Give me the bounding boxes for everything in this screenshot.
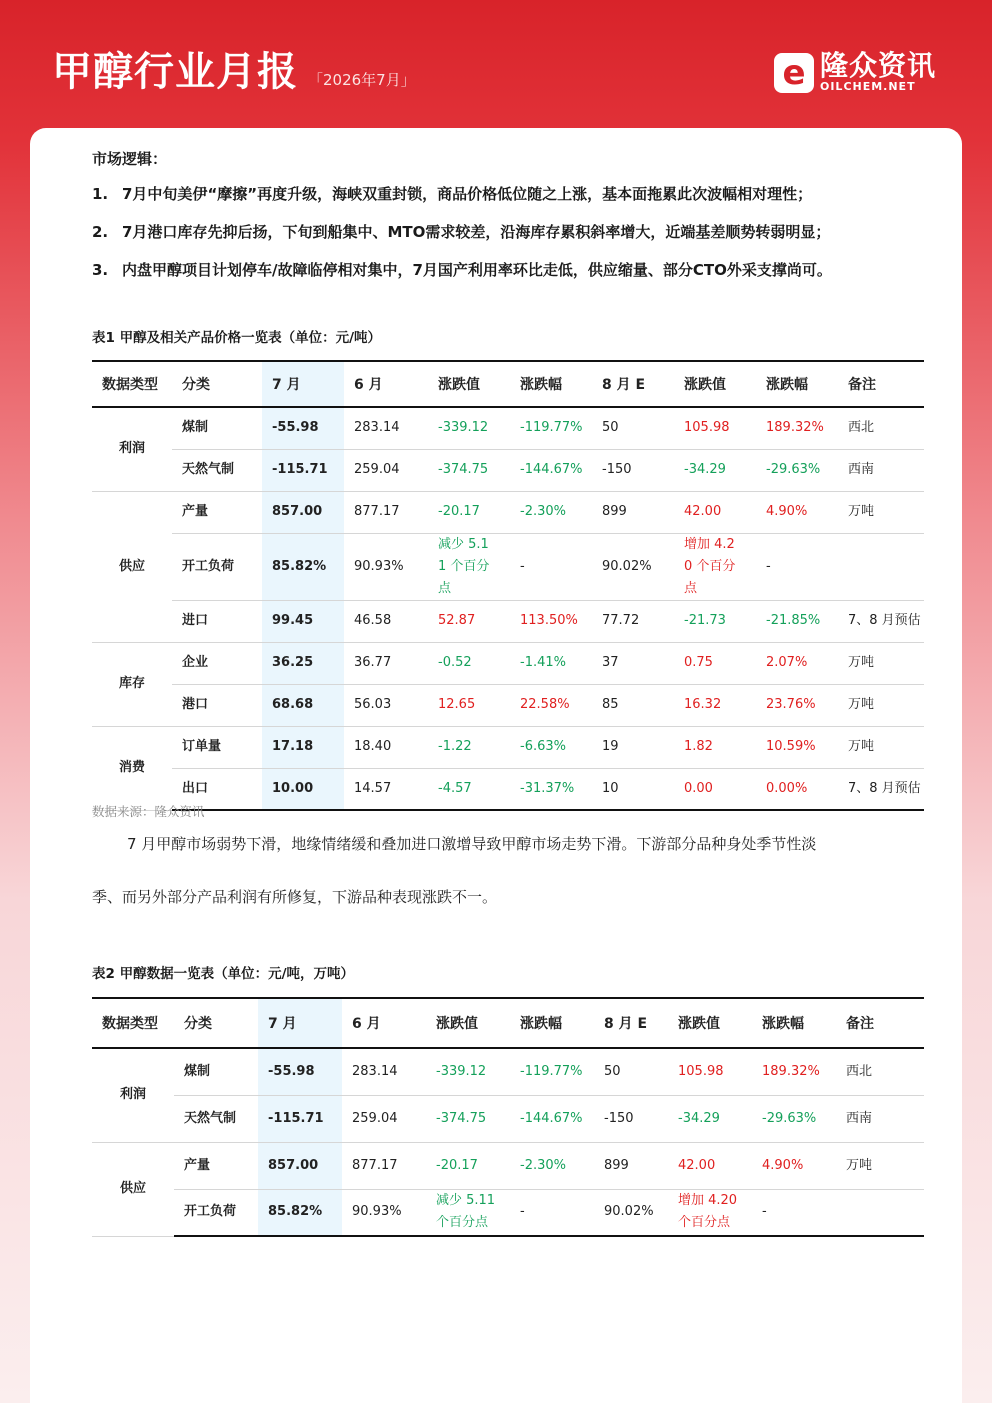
cell-jun: 259.04	[344, 449, 428, 491]
cell-pct2: 23.76%	[756, 684, 838, 726]
cell-pct2: 189.32%	[756, 407, 838, 449]
cell-pct: -	[510, 1189, 594, 1236]
table-row	[92, 1048, 924, 1095]
table2	[92, 997, 924, 1237]
cell-chg: 12.65	[428, 684, 510, 726]
cell-jun: 56.03	[344, 684, 428, 726]
cell-chg2: 105.98	[668, 1048, 752, 1095]
col-header: 8 月 E	[604, 1016, 648, 1032]
cell-aug: 37	[592, 642, 674, 684]
table-row	[92, 684, 924, 726]
cell-cat: 企业	[172, 642, 262, 684]
col-header: 涨跌值	[438, 377, 480, 393]
oilchem-logo	[774, 49, 936, 93]
cell-aug: -150	[594, 1095, 668, 1142]
table-row	[92, 533, 924, 600]
cell-jul: 10.00	[262, 768, 344, 810]
cell-note: 万吨	[838, 491, 924, 533]
group-cell: 库存	[92, 642, 172, 726]
logo-en: OILCHEM.NET	[819, 80, 916, 93]
cell-note: 万吨	[838, 726, 924, 768]
cell-aug: 899	[592, 491, 674, 533]
cell-note: 西北	[838, 407, 924, 449]
cell-aug: 19	[592, 726, 674, 768]
logic-item	[92, 184, 832, 222]
cell-cat: 港口	[172, 684, 262, 726]
table1-header-row	[92, 361, 924, 407]
cell-pct: 113.50%	[510, 600, 592, 642]
table-row	[92, 1095, 924, 1142]
cell-pct2: 0.00%	[756, 768, 838, 810]
cell-chg2: 增加 4.20 个百分点	[668, 1189, 752, 1236]
cell-cat: 煤制	[174, 1048, 258, 1095]
logic-item-text: 7月港口库存先抑后扬，下旬到船集中、MTO需求较差，沿海库存累积斜率增大，近端基差顺势转弱明显；	[122, 223, 831, 241]
cell-pct2: 4.90%	[752, 1142, 836, 1189]
cell-pct2: -29.63%	[756, 449, 838, 491]
logic-item-num: 3.	[92, 261, 109, 279]
cell-chg: -20.17	[426, 1142, 510, 1189]
cell-chg2: 1.82	[674, 726, 756, 768]
cell-cat: 天然气制	[172, 449, 262, 491]
cell-chg: -20.17	[428, 491, 510, 533]
table-row	[92, 768, 924, 810]
table-row	[92, 642, 924, 684]
col-header: 7 月	[262, 361, 344, 407]
cell-aug: 50	[592, 407, 674, 449]
cell-aug: -150	[592, 449, 674, 491]
cell-cat: 订单量	[172, 726, 262, 768]
cell-pct: -119.77%	[510, 407, 592, 449]
logic-item-num: 2.	[92, 223, 109, 241]
table2-caption: 表2 甲醇数据一览表（单位：元/吨，万吨）	[92, 966, 355, 982]
cell-jul: 68.68	[262, 684, 344, 726]
cell-aug: 899	[594, 1142, 668, 1189]
cell-chg: -374.75	[428, 449, 510, 491]
logic-item	[92, 260, 832, 298]
cell-chg: -1.22	[428, 726, 510, 768]
col-header: 备注	[848, 377, 876, 393]
cell-chg2: 增加 4.20 个百分点	[674, 533, 756, 600]
cell-jun: 90.93%	[342, 1189, 426, 1236]
table-row	[92, 407, 924, 449]
cell-jul: 857.00	[258, 1142, 342, 1189]
cell-aug: 50	[594, 1048, 668, 1095]
cell-aug: 77.72	[592, 600, 674, 642]
col-header: 涨跌值	[678, 1016, 720, 1032]
cell-jul: 85.82%	[262, 533, 344, 600]
cell-pct2: -29.63%	[752, 1095, 836, 1142]
col-header: 备注	[846, 1016, 874, 1032]
cell-pct2: 2.07%	[756, 642, 838, 684]
cell-chg2: 42.00	[668, 1142, 752, 1189]
cell-note: 7、8 月预估	[838, 600, 924, 642]
col-header: 数据类型	[102, 1016, 158, 1032]
cell-note: 万吨	[838, 642, 924, 684]
group-cell: 供应	[92, 1142, 174, 1236]
content-card	[30, 128, 962, 1403]
logic-list	[92, 184, 832, 298]
cell-pct: -119.77%	[510, 1048, 594, 1095]
group-cell: 利润	[92, 1048, 174, 1142]
cell-pct: -31.37%	[510, 768, 592, 810]
cell-chg2: -34.29	[674, 449, 756, 491]
cell-note: 西南	[836, 1095, 924, 1142]
cell-pct: -144.67%	[510, 1095, 594, 1142]
cell-aug: 90.02%	[592, 533, 674, 600]
cell-pct: -144.67%	[510, 449, 592, 491]
cell-chg: -4.57	[428, 768, 510, 810]
cell-pct2: 189.32%	[752, 1048, 836, 1095]
cell-jul: 36.25	[262, 642, 344, 684]
cell-cat: 产量	[174, 1142, 258, 1189]
cell-pct2: -21.85%	[756, 600, 838, 642]
cell-chg: 减少 5.11 个百分点	[428, 533, 510, 600]
col-header: 涨跌幅	[766, 377, 808, 393]
summary-line-2: 季、而另外部分产品利润有所修复，下游品种表现涨跌不一。	[92, 888, 498, 906]
cell-jun: 14.57	[344, 768, 428, 810]
cell-chg: -339.12	[428, 407, 510, 449]
cell-chg2: 16.32	[674, 684, 756, 726]
cell-note	[836, 1189, 924, 1236]
data-source: 数据来源：隆众资讯	[92, 804, 205, 819]
cell-cat: 煤制	[172, 407, 262, 449]
logo-text	[819, 49, 936, 93]
table-row	[92, 1142, 924, 1189]
col-header: 6 月	[352, 1016, 381, 1032]
cell-chg2: 42.00	[674, 491, 756, 533]
cell-jul: 17.18	[262, 726, 344, 768]
cell-cat: 出口	[172, 768, 262, 810]
col-header: 涨跌值	[684, 377, 726, 393]
cell-note	[838, 533, 924, 600]
cell-pct: -6.63%	[510, 726, 592, 768]
table1	[92, 360, 924, 811]
table2-header-row	[92, 998, 924, 1048]
col-header: 7 月	[258, 998, 342, 1048]
cell-jun: 877.17	[344, 491, 428, 533]
report-title: 甲醇行业月报	[52, 49, 298, 95]
cell-aug: 85	[592, 684, 674, 726]
cell-jul: 99.45	[262, 600, 344, 642]
table1-caption: 表1 甲醇及相关产品价格一览表（单位：元/吨）	[92, 330, 382, 346]
report-period: 「2026年7月」	[308, 71, 416, 89]
group-cell: 利润	[92, 407, 172, 491]
col-header: 分类	[182, 377, 210, 393]
logic-item	[92, 222, 832, 260]
col-header: 涨跌值	[436, 1016, 478, 1032]
cell-jun: 36.77	[344, 642, 428, 684]
cell-note: 7、8 月预估	[838, 768, 924, 810]
col-header: 分类	[184, 1016, 212, 1032]
cell-pct2: -	[756, 533, 838, 600]
cell-chg: 52.87	[428, 600, 510, 642]
summary-line-1: 7 月甲醇市场弱势下滑，地缘情绪缓和叠加进口激增导致甲醇市场走势下滑。下游部分品种身处季节性淡	[127, 835, 817, 853]
report-header	[52, 40, 416, 100]
cell-pct: -2.30%	[510, 491, 592, 533]
logo-mark-icon: e	[774, 53, 814, 93]
cell-jul: -55.98	[262, 407, 344, 449]
group-cell: 供应	[92, 491, 172, 642]
cell-note: 万吨	[836, 1142, 924, 1189]
cell-cat: 开工负荷	[174, 1189, 258, 1236]
cell-note: 万吨	[838, 684, 924, 726]
logic-title: 市场逻辑：	[92, 150, 168, 168]
cell-chg: -374.75	[426, 1095, 510, 1142]
cell-jul: -115.71	[262, 449, 344, 491]
table-row	[92, 491, 924, 533]
table-row	[92, 726, 924, 768]
cell-note: 西南	[838, 449, 924, 491]
col-header: 涨跌幅	[520, 1016, 562, 1032]
cell-note: 西北	[836, 1048, 924, 1095]
cell-aug: 90.02%	[594, 1189, 668, 1236]
cell-jun: 259.04	[342, 1095, 426, 1142]
cell-chg2: -21.73	[674, 600, 756, 642]
col-header: 涨跌幅	[762, 1016, 804, 1032]
col-header: 8 月 E	[602, 377, 646, 393]
cell-cat: 产量	[172, 491, 262, 533]
logic-item-num: 1.	[92, 185, 109, 203]
cell-cat: 进口	[172, 600, 262, 642]
table-row	[92, 1189, 924, 1236]
cell-pct: -	[510, 533, 592, 600]
cell-jul: 857.00	[262, 491, 344, 533]
cell-pct: -2.30%	[510, 1142, 594, 1189]
cell-chg2: 0.75	[674, 642, 756, 684]
cell-jun: 18.40	[344, 726, 428, 768]
cell-jun: 90.93%	[344, 533, 428, 600]
cell-jun: 283.14	[344, 407, 428, 449]
cell-cat: 天然气制	[174, 1095, 258, 1142]
cell-jul: -115.71	[258, 1095, 342, 1142]
cell-pct2: -	[752, 1189, 836, 1236]
group-cell: 消费	[92, 726, 172, 810]
cell-cat: 开工负荷	[172, 533, 262, 600]
cell-jun: 877.17	[342, 1142, 426, 1189]
col-header: 涨跌幅	[520, 377, 562, 393]
cell-jul: 85.82%	[258, 1189, 342, 1236]
col-header: 数据类型	[102, 377, 158, 393]
cell-pct2: 10.59%	[756, 726, 838, 768]
table-row	[92, 600, 924, 642]
logic-item-text: 7月中旬美伊“摩擦”再度升级，海峡双重封锁，商品价格低位随之上涨，基本面拖累此次波幅相对理性；	[122, 185, 813, 203]
col-header: 6 月	[354, 377, 383, 393]
cell-jun: 283.14	[342, 1048, 426, 1095]
logo-cn: 隆众资讯	[819, 49, 936, 82]
cell-aug: 10	[592, 768, 674, 810]
cell-pct: -1.41%	[510, 642, 592, 684]
cell-chg: -339.12	[426, 1048, 510, 1095]
cell-jun: 46.58	[344, 600, 428, 642]
cell-chg2: -34.29	[668, 1095, 752, 1142]
cell-chg: -0.52	[428, 642, 510, 684]
cell-chg2: 105.98	[674, 407, 756, 449]
cell-jul: -55.98	[258, 1048, 342, 1095]
cell-pct2: 4.90%	[756, 491, 838, 533]
table-row	[92, 449, 924, 491]
cell-chg: 减少 5.11 个百分点	[426, 1189, 510, 1236]
logic-item-text: 内盘甲醇项目计划停车/故障临停相对集中，7月国产利用率环比走低，供应缩量、部分CTO外采支撑尚可。	[122, 261, 832, 279]
cell-pct: 22.58%	[510, 684, 592, 726]
cell-chg2: 0.00	[674, 768, 756, 810]
